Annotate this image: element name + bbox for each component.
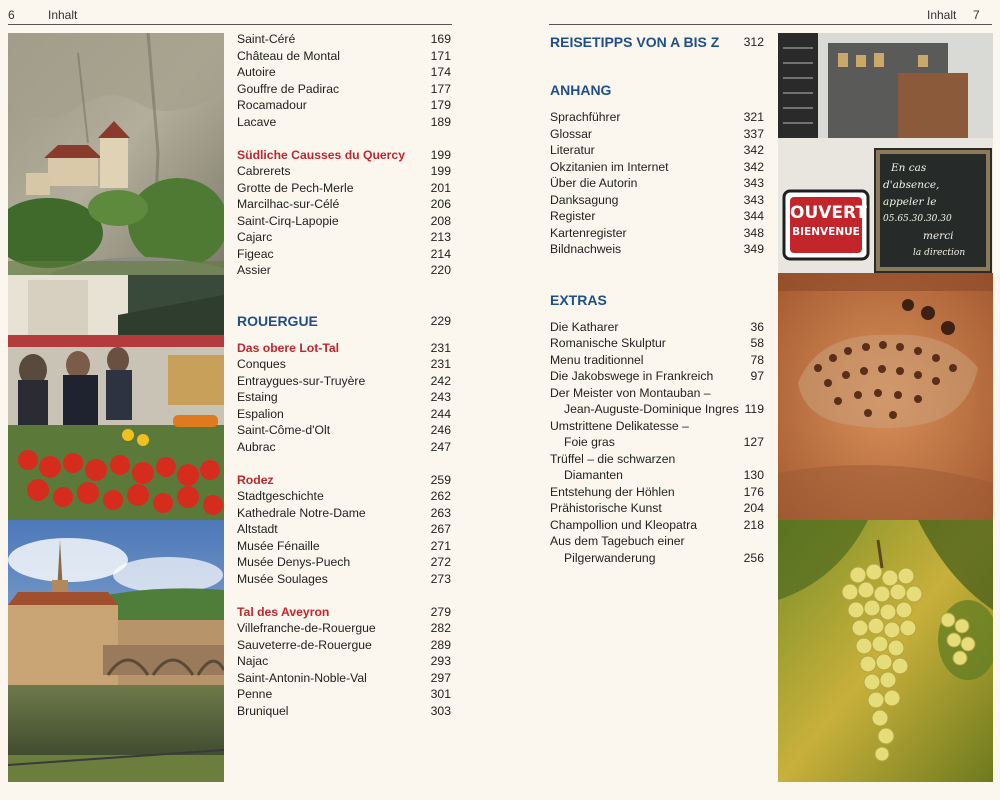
toc-entry-title: Die Jakobswege in Frankreich: [550, 369, 714, 383]
spacer: [550, 258, 764, 289]
toc-entry-page: 213: [430, 230, 451, 244]
toc-entry-title: Cabrerets: [237, 164, 291, 178]
toc-entry-title: Bruniquel: [237, 703, 289, 718]
toc-entry-title: Trüffel – die schwarzen: [550, 451, 676, 466]
toc-entry[interactable]: [237, 114, 451, 131]
toc-entry-page: 349: [743, 242, 764, 256]
toc-entry-page: 272: [430, 555, 451, 569]
toc-entry[interactable]: [237, 670, 451, 687]
toc-entry-title: Danksagung: [550, 192, 619, 207]
toc-entry-page: 297: [430, 670, 451, 685]
toc-entry-page: 199: [430, 164, 451, 178]
toc-entry-title: Aus dem Tagebuch einer: [550, 534, 685, 548]
toc-section-page: 229: [430, 313, 451, 328]
chalkboard-line: la direction: [913, 248, 966, 258]
toc-entry[interactable]: [237, 554, 451, 571]
photo-vegetable-market-art: [8, 275, 224, 520]
toc-entry-title: Figeac: [237, 246, 274, 261]
toc-entry-title: Villefranche-de-Rouergue: [237, 621, 376, 635]
toc-entry[interactable]: [237, 213, 451, 230]
toc-entry-page: 174: [430, 65, 451, 79]
toc-entry-page: 171: [430, 48, 451, 63]
photo-cliff-village-art: [8, 33, 224, 275]
toc-entry[interactable]: [237, 163, 451, 180]
right-page-number: 7: [973, 8, 980, 22]
toc-column-right: [550, 31, 764, 566]
toc-subsection-page: 279: [430, 604, 451, 619]
toc-entry-title: Grotte de Pech-Merle: [237, 180, 354, 195]
toc-entry-page: 303: [430, 703, 451, 718]
toc-entry[interactable]: [550, 175, 764, 192]
toc-entry-title: Umstrittene Delikatesse –: [550, 418, 689, 433]
toc-entry-page: 201: [430, 180, 451, 195]
spacer: [237, 587, 451, 604]
toc-entry-title: Kartenregister: [550, 225, 627, 240]
toc-subsection-title: Das obere Lot-Tal: [237, 340, 340, 355]
toc-entry-page: 189: [430, 114, 451, 129]
toc-entry[interactable]: [237, 505, 451, 522]
toc-entry-page: 244: [430, 406, 451, 421]
toc-entry[interactable]: [237, 488, 451, 505]
toc-entry-title: Literatur: [550, 143, 595, 157]
toc-entry-title: Foie gras: [564, 435, 615, 449]
toc-entry-title: Cajarc: [237, 230, 273, 244]
toc-entry-title: Najac: [237, 654, 269, 668]
chalkboard-line: merci: [923, 230, 954, 242]
chalkboard-line: 05.65.30.30.30: [883, 214, 952, 224]
toc-entry-title: Jean-Auguste-Dominique Ingres: [564, 402, 739, 416]
photo-bridge-church: [8, 520, 224, 782]
toc-entry-title: Kathedrale Notre-Dame: [237, 505, 366, 520]
toc-entry[interactable]: [550, 484, 764, 501]
toc-entry-page: 169: [430, 32, 451, 46]
toc-section-heading[interactable]: [550, 31, 764, 53]
toc-entry-page: 344: [743, 209, 764, 223]
toc-subsection-heading[interactable]: [237, 340, 451, 357]
toc-entry[interactable]: [237, 373, 451, 390]
toc-entry-page: 263: [430, 505, 451, 520]
toc-entry[interactable]: [237, 97, 451, 114]
toc-entry[interactable]: [550, 142, 764, 159]
toc-entry-page: 256: [743, 550, 764, 565]
toc-entry-page: 321: [743, 110, 764, 124]
toc-entry-title: Musée Fénaille: [237, 538, 320, 553]
toc-entry-page: 246: [430, 423, 451, 437]
toc-entry[interactable]: [550, 208, 764, 225]
photo-vegetable-market: [8, 275, 224, 520]
toc-entry-title: Assier: [237, 263, 271, 277]
toc-entry[interactable]: [237, 653, 451, 670]
toc-entry[interactable]: [550, 368, 764, 385]
photo-cave-painting-art: [778, 273, 993, 520]
toc-subsection-heading[interactable]: [237, 147, 451, 164]
toc-entry[interactable]: [237, 48, 451, 65]
toc-entry[interactable]: [550, 192, 764, 209]
toc-entry-page: 301: [430, 687, 451, 701]
toc-entry-title: Menu traditionnel: [550, 352, 644, 367]
toc-entry-page: 267: [430, 522, 451, 536]
toc-entry-page: 214: [430, 246, 451, 261]
toc-entry[interactable]: [237, 538, 451, 555]
toc-entry[interactable]: [237, 31, 451, 48]
toc-entry-title: Stadtgeschichte: [237, 489, 324, 503]
toc-entry-title: Bildnachweis: [550, 242, 622, 256]
left-running-title: Inhalt: [48, 8, 78, 22]
spacer: [237, 455, 451, 472]
toc-entry[interactable]: [550, 385, 764, 402]
toc-entry[interactable]: [550, 319, 764, 336]
left-header-rule: [8, 24, 452, 25]
toc-entry-title: Okzitanien im Internet: [550, 159, 669, 174]
toc-entry[interactable]: [550, 550, 764, 567]
toc-entry[interactable]: [237, 196, 451, 213]
toc-entry-title: Saint-Antonin-Noble-Val: [237, 670, 367, 685]
toc-entry[interactable]: [237, 180, 451, 197]
toc-entry[interactable]: [237, 356, 451, 373]
toc-section-heading[interactable]: [550, 79, 764, 101]
toc-entry[interactable]: [550, 109, 764, 126]
toc-entry-title: Sprachführer: [550, 110, 621, 124]
photo-grapes: [778, 520, 993, 782]
toc-section-page: 312: [743, 35, 764, 49]
toc-subsection-title: Südliche Causses du Quercy: [237, 147, 405, 162]
toc-entry-page: 271: [430, 538, 451, 553]
toc-entry-title: Estaing: [237, 390, 278, 404]
toc-entry[interactable]: [550, 159, 764, 176]
toc-entry[interactable]: [237, 246, 451, 263]
chalkboard-note: [883, 160, 983, 262]
toc-entry[interactable]: [237, 439, 451, 456]
toc-column-left: [237, 31, 451, 719]
toc-entry-title: Prähistorische Kunst: [550, 501, 662, 515]
photo-cave-painting: [778, 273, 993, 520]
right-header-rule: [549, 24, 992, 25]
toc-entry-title: Conques: [237, 357, 286, 371]
toc-entry-page: 242: [430, 373, 451, 388]
toc-entry-title: Register: [550, 209, 596, 223]
toc-entry-page: 58: [750, 336, 764, 350]
toc-entry[interactable]: [550, 418, 764, 435]
toc-entry-page: 342: [743, 159, 764, 174]
chalkboard-line: En cas: [891, 162, 927, 174]
chalkboard-line: appeler le: [883, 196, 937, 208]
toc-subsection-heading[interactable]: [237, 472, 451, 489]
toc-entry[interactable]: [550, 126, 764, 143]
toc-entry-page: 337: [743, 126, 764, 141]
toc-entry[interactable]: [550, 533, 764, 550]
photo-cliff-village: [8, 33, 224, 275]
toc-subsection-page: 259: [430, 472, 451, 487]
photo-grapes-art: [778, 520, 993, 782]
ouvert-sign-text: OUVERT: [790, 203, 867, 223]
toc-entry-page: 262: [430, 489, 451, 503]
toc-entry-title: Marcilhac-sur-Célé: [237, 197, 340, 211]
toc-entry-title: Champollion und Kleopatra: [550, 517, 698, 532]
toc-entry[interactable]: [237, 637, 451, 654]
toc-entry[interactable]: [237, 422, 451, 439]
toc-entry-page: 204: [743, 501, 764, 515]
left-page-number: 6: [8, 8, 15, 22]
spacer: [237, 279, 451, 310]
toc-entry[interactable]: [550, 451, 764, 468]
spacer: [237, 130, 451, 147]
toc-entry-page: 130: [743, 468, 764, 482]
toc-entry-title: Über die Autorin: [550, 176, 638, 190]
toc-entry-title: Saint-Céré: [237, 32, 296, 46]
toc-entry-page: 36: [750, 319, 764, 334]
toc-entry[interactable]: [237, 406, 451, 423]
toc-entry[interactable]: [237, 389, 451, 406]
toc-entry-page: 218: [743, 517, 764, 532]
toc-subsection-heading[interactable]: [237, 604, 451, 621]
toc-entry-title: Der Meister von Montauban –: [550, 385, 711, 400]
toc-subsection-page: 231: [430, 340, 451, 355]
toc-entry-page: 282: [430, 621, 451, 635]
toc-entry-title: Gouffre de Padirac: [237, 81, 340, 96]
toc-entry-page: 289: [430, 637, 451, 652]
toc-entry-page: 293: [430, 654, 451, 668]
toc-entry-page: 176: [743, 484, 764, 499]
toc-entry[interactable]: [237, 262, 451, 279]
toc-entry-title: Musée Soulages: [237, 571, 328, 586]
toc-entry[interactable]: [550, 467, 764, 484]
toc-entry-title: Musée Denys-Puech: [237, 555, 351, 569]
spacer: [550, 53, 764, 79]
bienvenue-sign-text: BIENVENUE: [792, 226, 860, 238]
toc-subsection-title: Tal des Aveyron: [237, 604, 330, 619]
toc-entry[interactable]: [550, 434, 764, 451]
spacer: [237, 332, 451, 340]
toc-entry[interactable]: [237, 571, 451, 588]
toc-entry-title: Romanische Skulptur: [550, 336, 666, 350]
toc-entry[interactable]: [237, 229, 451, 246]
toc-entry[interactable]: [237, 703, 451, 720]
toc-entry-title: Penne: [237, 687, 273, 701]
chalkboard-line: d'absence,: [883, 179, 940, 191]
toc-entry-page: 208: [430, 213, 451, 228]
toc-entry[interactable]: [550, 335, 764, 352]
toc-entry[interactable]: [237, 686, 451, 703]
spacer: [550, 101, 764, 109]
toc-entry-page: 127: [743, 435, 764, 449]
toc-entry-title: Pilgerwanderung: [564, 550, 656, 565]
toc-entry-page: 177: [430, 81, 451, 96]
toc-entry-title: Château de Montal: [237, 48, 340, 63]
toc-entry-title: Entstehung der Höhlen: [550, 484, 675, 499]
toc-entry-page: 119: [744, 402, 764, 416]
toc-entry[interactable]: [550, 225, 764, 242]
toc-entry[interactable]: [550, 241, 764, 258]
toc-entry-title: Glossar: [550, 126, 592, 141]
toc-entry[interactable]: [550, 517, 764, 534]
toc-entry-title: Diamanten: [564, 468, 623, 482]
toc-entry-page: 343: [743, 176, 764, 190]
toc-subsection-page: 199: [430, 147, 451, 162]
toc-entry-page: 348: [743, 225, 764, 240]
toc-entry-page: 231: [430, 357, 451, 371]
toc-entry-title: Entraygues-sur-Truyère: [237, 373, 366, 388]
toc-entry-page: 97: [750, 369, 764, 383]
toc-entry[interactable]: [237, 81, 451, 98]
toc-entry-title: Die Katharer: [550, 319, 619, 334]
toc-entry[interactable]: [550, 352, 764, 369]
photo-bridge-church-art: [8, 520, 224, 782]
toc-entry[interactable]: [550, 401, 764, 418]
toc-entry-title: Altstadt: [237, 522, 278, 536]
toc-entry-page: 342: [743, 143, 764, 157]
toc-entry-page: 78: [750, 352, 764, 367]
toc-entry-title: Saint-Côme-d'Olt: [237, 423, 331, 437]
toc-entry-title: Saint-Cirq-Lapopie: [237, 213, 339, 228]
toc-entry-page: 179: [430, 98, 451, 112]
toc-entry-title: Aubrac: [237, 439, 276, 454]
toc-entry[interactable]: [237, 64, 451, 81]
toc-entry[interactable]: [550, 500, 764, 517]
toc-entry-title: Lacave: [237, 114, 277, 129]
toc-entry-title: Espalion: [237, 406, 284, 421]
spacer: [550, 311, 764, 319]
photo-shop-window: [778, 33, 993, 273]
toc-entry-page: 220: [430, 263, 451, 277]
toc-section-title: EXTRAS: [550, 291, 607, 308]
toc-entry-page: 206: [430, 197, 451, 211]
toc-entry-page: 247: [430, 439, 451, 454]
toc-section-heading[interactable]: [550, 289, 764, 311]
toc-section-heading[interactable]: [237, 310, 451, 332]
toc-entry[interactable]: [237, 620, 451, 637]
toc-entry-page: 243: [430, 390, 451, 404]
toc-entry-title: Autoire: [237, 65, 276, 79]
toc-section-title: REISETIPPS VON A BIS Z: [550, 34, 720, 50]
toc-entry-page: 273: [430, 571, 451, 586]
toc-section-title: ANHANG: [550, 82, 612, 98]
toc-entry-title: Rocamadour: [237, 98, 307, 112]
toc-entry-title: Sauveterre-de-Rouergue: [237, 637, 372, 652]
toc-entry-page: 343: [743, 192, 764, 207]
right-running-title: Inhalt: [927, 8, 957, 22]
toc-entry[interactable]: [237, 521, 451, 538]
toc-subsection-title: Rodez: [237, 472, 274, 487]
toc-section-title: ROUERGUE: [237, 312, 318, 329]
